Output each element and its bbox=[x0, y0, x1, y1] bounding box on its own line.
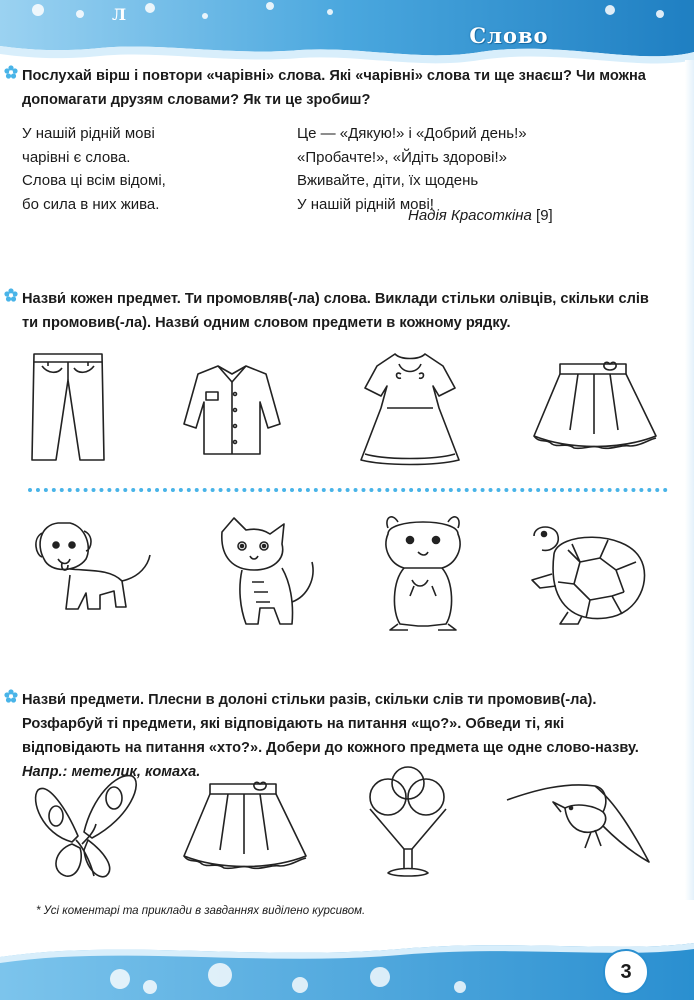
butterfly-icon bbox=[32, 768, 140, 883]
skirt-icon bbox=[530, 360, 660, 455]
poem-line: чарівні є слова. bbox=[22, 148, 131, 166]
poem-author bbox=[408, 207, 553, 224]
task-1-instructions: Послухай вірш і повтори «чарівні» слова. Які «чарівні» слова ти ще знаєш? Чи можна допомагати друзям словами? Як ти це зробиш? bbox=[22, 68, 646, 108]
poem-line: Слова ці всім відомі, bbox=[22, 172, 166, 189]
footnote: * Усі коментарі та приклади в завданнях виділено курсивом. bbox=[36, 905, 366, 917]
page-number: 3 bbox=[620, 961, 632, 983]
shirt-icon bbox=[180, 362, 285, 457]
ice-cream-icon bbox=[364, 765, 454, 880]
turtle-icon bbox=[528, 522, 653, 627]
task-1 bbox=[22, 64, 662, 112]
seagull-icon bbox=[505, 772, 655, 867]
author-name: Надія Красоткіна bbox=[408, 207, 532, 224]
trousers-icon bbox=[28, 350, 108, 465]
hamster-icon bbox=[378, 508, 468, 636]
skirt-icon bbox=[180, 780, 310, 875]
flower-icon bbox=[4, 65, 18, 79]
poem-line: У нашій рідній мові bbox=[22, 125, 155, 142]
poem-line: Вживайте, діти, їх щодень bbox=[297, 172, 479, 189]
poem-line: «Пробачте!», «Йдіть здорові!» bbox=[297, 148, 507, 166]
puppy-icon bbox=[30, 515, 155, 615]
task-3-text: Назви́ предмети. Плесни в долоні стільки разів, скільки слів ти промовив(-ла). Розфарбуй ті предмети, які відповідають на питання «що?». Обведи ті, які відповідають на питання «хто?». Добери до кожного предмета ще одне слово-назву. bbox=[22, 692, 639, 756]
section-title: Слово bbox=[469, 23, 549, 48]
poem-line: У нашій рідній мові! bbox=[297, 195, 434, 213]
page-edge-decoration bbox=[685, 60, 694, 900]
flower-icon bbox=[4, 689, 18, 703]
row-divider bbox=[28, 488, 668, 492]
poem-right-stanza bbox=[297, 122, 527, 216]
flower-icon bbox=[4, 288, 18, 302]
task-2-instructions: Назви́ кожен предмет. Ти промовляв(-ла) слова. Виклади стільки олівців, скільки слів ти промовив(-ла). Назви́ одним словом предмети в кожному рядку. bbox=[22, 291, 649, 331]
top-banner bbox=[0, 0, 694, 70]
task-3-example: Напр.: метелик, комаха. bbox=[22, 764, 201, 780]
poem-line: бо сила в них жива. bbox=[22, 195, 160, 213]
dress-icon bbox=[355, 348, 465, 468]
svg-text:Л: Л bbox=[112, 5, 127, 24]
poem-line: Це — «Дякую!» і «Добрий день!» bbox=[297, 125, 527, 142]
author-reference: [9] bbox=[536, 207, 553, 224]
kitten-icon bbox=[212, 512, 324, 632]
poem-left-stanza bbox=[22, 122, 166, 216]
task-2 bbox=[22, 287, 662, 335]
bottom-banner bbox=[0, 935, 694, 1000]
